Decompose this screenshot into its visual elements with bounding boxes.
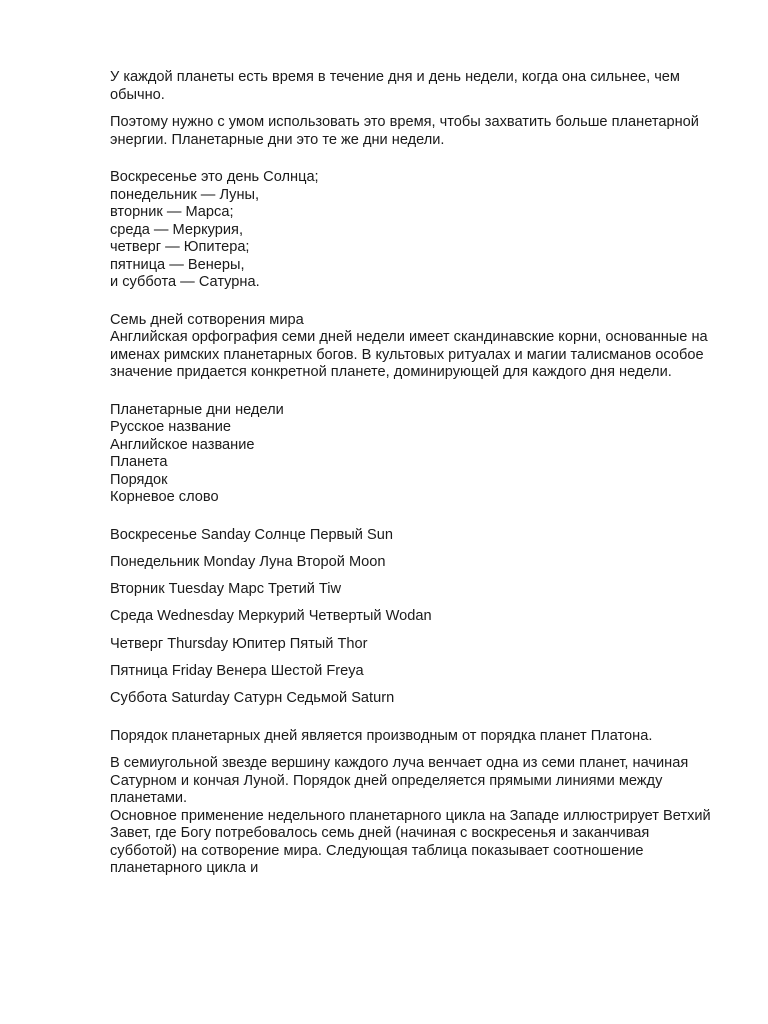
table-rows xyxy=(110,527,720,708)
ruler-line: вторник — Марса; xyxy=(110,204,234,220)
ruler-line: понедельник — Луны, xyxy=(110,186,260,203)
intro-paragraph-2: Поэтому нужно с умом использовать это время, чтобы захватить больше планетарной энергии. Планетарные дни это те же дни недели. xyxy=(110,114,699,148)
table-row: Вторник Tuesday Марс Третий Tiw xyxy=(110,581,342,598)
table-row: Понедельник Monday Луна Второй Moon xyxy=(110,553,386,570)
table-row: Среда Wednesday Меркурий Четвертый Wodan xyxy=(110,608,432,625)
table-title: Планетарные дни недели xyxy=(110,401,284,418)
ruler-line: Воскресенье это день Солнца; xyxy=(110,169,319,185)
ruler-line: и суббота — Сатурна. xyxy=(110,274,260,290)
ruler-line: пятница — Венеры, xyxy=(110,256,245,273)
creation-text: Английская орфография семи дней недели имеет скандинавские корни, основанные на именах римских планетарных богов. В культовых ритуалах и магии талисманов особое значение придается конкретной планете, доминирующей для каждого дня недели. xyxy=(110,329,708,380)
ruler-line: среда — Меркурия, xyxy=(110,221,244,238)
table-column-header: Русское название xyxy=(110,419,232,435)
table-row: Четверг Thursday Юпитер Пятый Thor xyxy=(110,635,368,652)
table-row: Пятница Friday Венера Шестой Freya xyxy=(110,662,364,679)
table-column-header: Порядок xyxy=(110,471,168,488)
planet-rulers-list xyxy=(110,169,720,292)
creation-heading: Семь дней сотворения мира xyxy=(110,311,304,328)
intro-paragraph-1: У каждой планеты есть время в течение дня и день недели, когда она сильнее, чем обычно. xyxy=(110,69,680,103)
ruler-line: четверг — Юпитера; xyxy=(110,239,250,255)
table-header-block xyxy=(110,402,720,507)
table-column-header: Корневое слово xyxy=(110,489,219,505)
creation-section xyxy=(110,312,720,382)
document-page xyxy=(110,69,720,878)
application-paragraph: Основное применение недельного планетарного цикла на Западе иллюстрирует Ветхий Завет, где Богу потребовалось семь дней (начиная с воскресенья и заканчивая субботой) на сотворение мира. Следующая таблица показывает соотношение планетарного цикла и xyxy=(110,807,711,877)
star-paragraph: В семиугольной звезде вершину каждого луча венчает одна из семи планет, начиная Сатурном и кончая Луной. Порядок дней определяется прямыми линиями между планетами. xyxy=(110,755,689,807)
table-column-header: Планета xyxy=(110,454,168,470)
order-paragraph: Порядок планетарных дней является производным от порядка планет Платона. xyxy=(110,727,653,744)
table-row: Воскресенье Sanday Солнце Первый Sun xyxy=(110,526,393,543)
table-row: Суббота Saturday Сатурн Седьмой Saturn xyxy=(110,690,395,707)
table-column-header: Английское название xyxy=(110,436,255,453)
closing-section xyxy=(110,728,720,878)
